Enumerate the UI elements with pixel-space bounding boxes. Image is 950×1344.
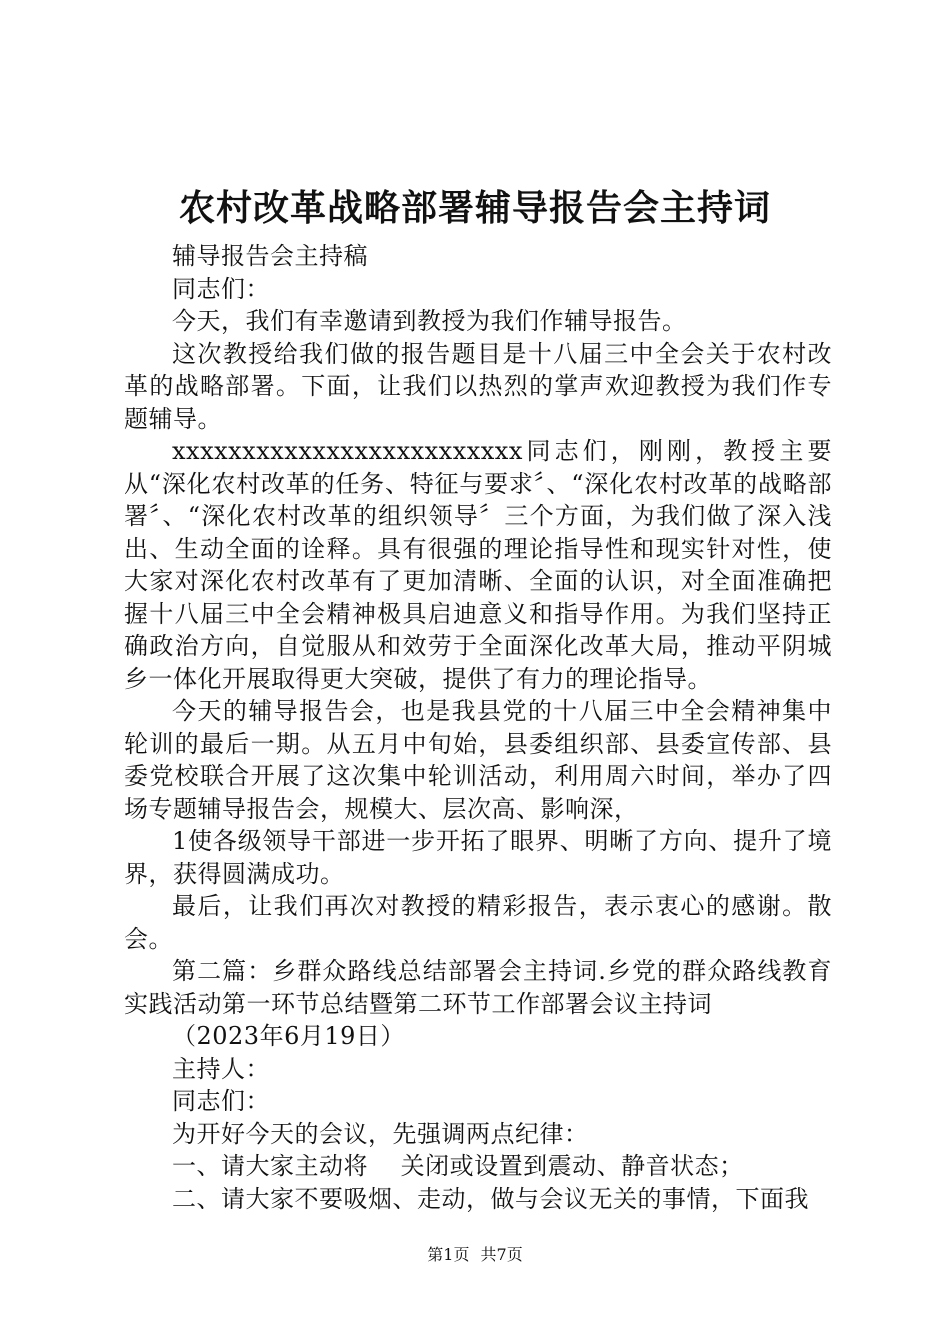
paragraph: 最后，让我们再次对教授的精彩报告，表示衷心的感谢。散会。 — [124, 892, 832, 953]
paragraph: 1使各级领导干部进一步开拓了眼界、明晰了方向、提升了境界，获得圆满成功。 — [124, 827, 832, 888]
document-body — [124, 240, 832, 1215]
paragraph: 这次教授给我们做的报告题目是十八届三中全会关于农村改革的战略部署。下面，让我们以热烈的掌声欢迎教授为我们作专题辅导。 — [124, 339, 832, 433]
page-total: 共7页 — [480, 1245, 523, 1264]
paragraph: xxxxxxxxxxxxxxxxxxxxxxxxx同志们，刚刚，教授主要从“深化农村改革的任务、特征与要求〞、“深化农村改革的战略部署〞、“深化农村改革的组织领导〞三个方面，为我们做了深入浅出、生动全面的诠释。具有很强的理论指导性和现实针对性，使大家对深化农村改革有了更加清晰、全面的认识，对全面准确把握十八届三中全会精神极具启迪意义和指导作用。为我们坚持正确政治方向，自觉服从和效劳于全面深化改革大局，推动平阴城乡一体化开展取得更大突破，提供了有力的理论指导。 — [124, 437, 832, 693]
paragraph: 主持人： — [172, 1054, 270, 1083]
paragraph: 今天，我们有幸邀请到教授为我们作辅导报告。 — [172, 307, 687, 335]
paragraph: 同志们： — [172, 274, 270, 303]
paragraph: 一、请大家主动将 关闭或设置到震动、静音状态； — [172, 1152, 744, 1180]
paragraph: 二、请大家不要吸烟、走动，做与会议无关的事情，下面我 — [172, 1184, 809, 1213]
paragraph: 同志们： — [172, 1087, 270, 1115]
paragraph: （2023年6月19日） — [172, 1022, 405, 1050]
document-title: 农村改革战略部署辅导报告会主持词 — [178, 187, 771, 229]
paragraph: 辅导报告会主持稿 — [172, 242, 368, 270]
paragraph: 今天的辅导报告会，也是我县党的十八届三中全会精神集中轮训的最后一期。从五月中旬始，县委组织部、县委宣传部、县委党校联合开展了这次集中轮训活动，利用周六时间，举办了四场专题辅导报告会，规模大、层次高、影响深， — [124, 697, 832, 823]
paragraph: 为开好今天的会议，先强调两点纪律： — [172, 1119, 589, 1148]
paragraph: 第二篇：乡群众路线总结部署会主持词.乡党的群众路线教育实践活动第一环节总结暨第二环节工作部署会议主持词 — [124, 957, 832, 1018]
page-number: 第1页 — [427, 1245, 470, 1264]
page-footer — [0, 1244, 950, 1266]
